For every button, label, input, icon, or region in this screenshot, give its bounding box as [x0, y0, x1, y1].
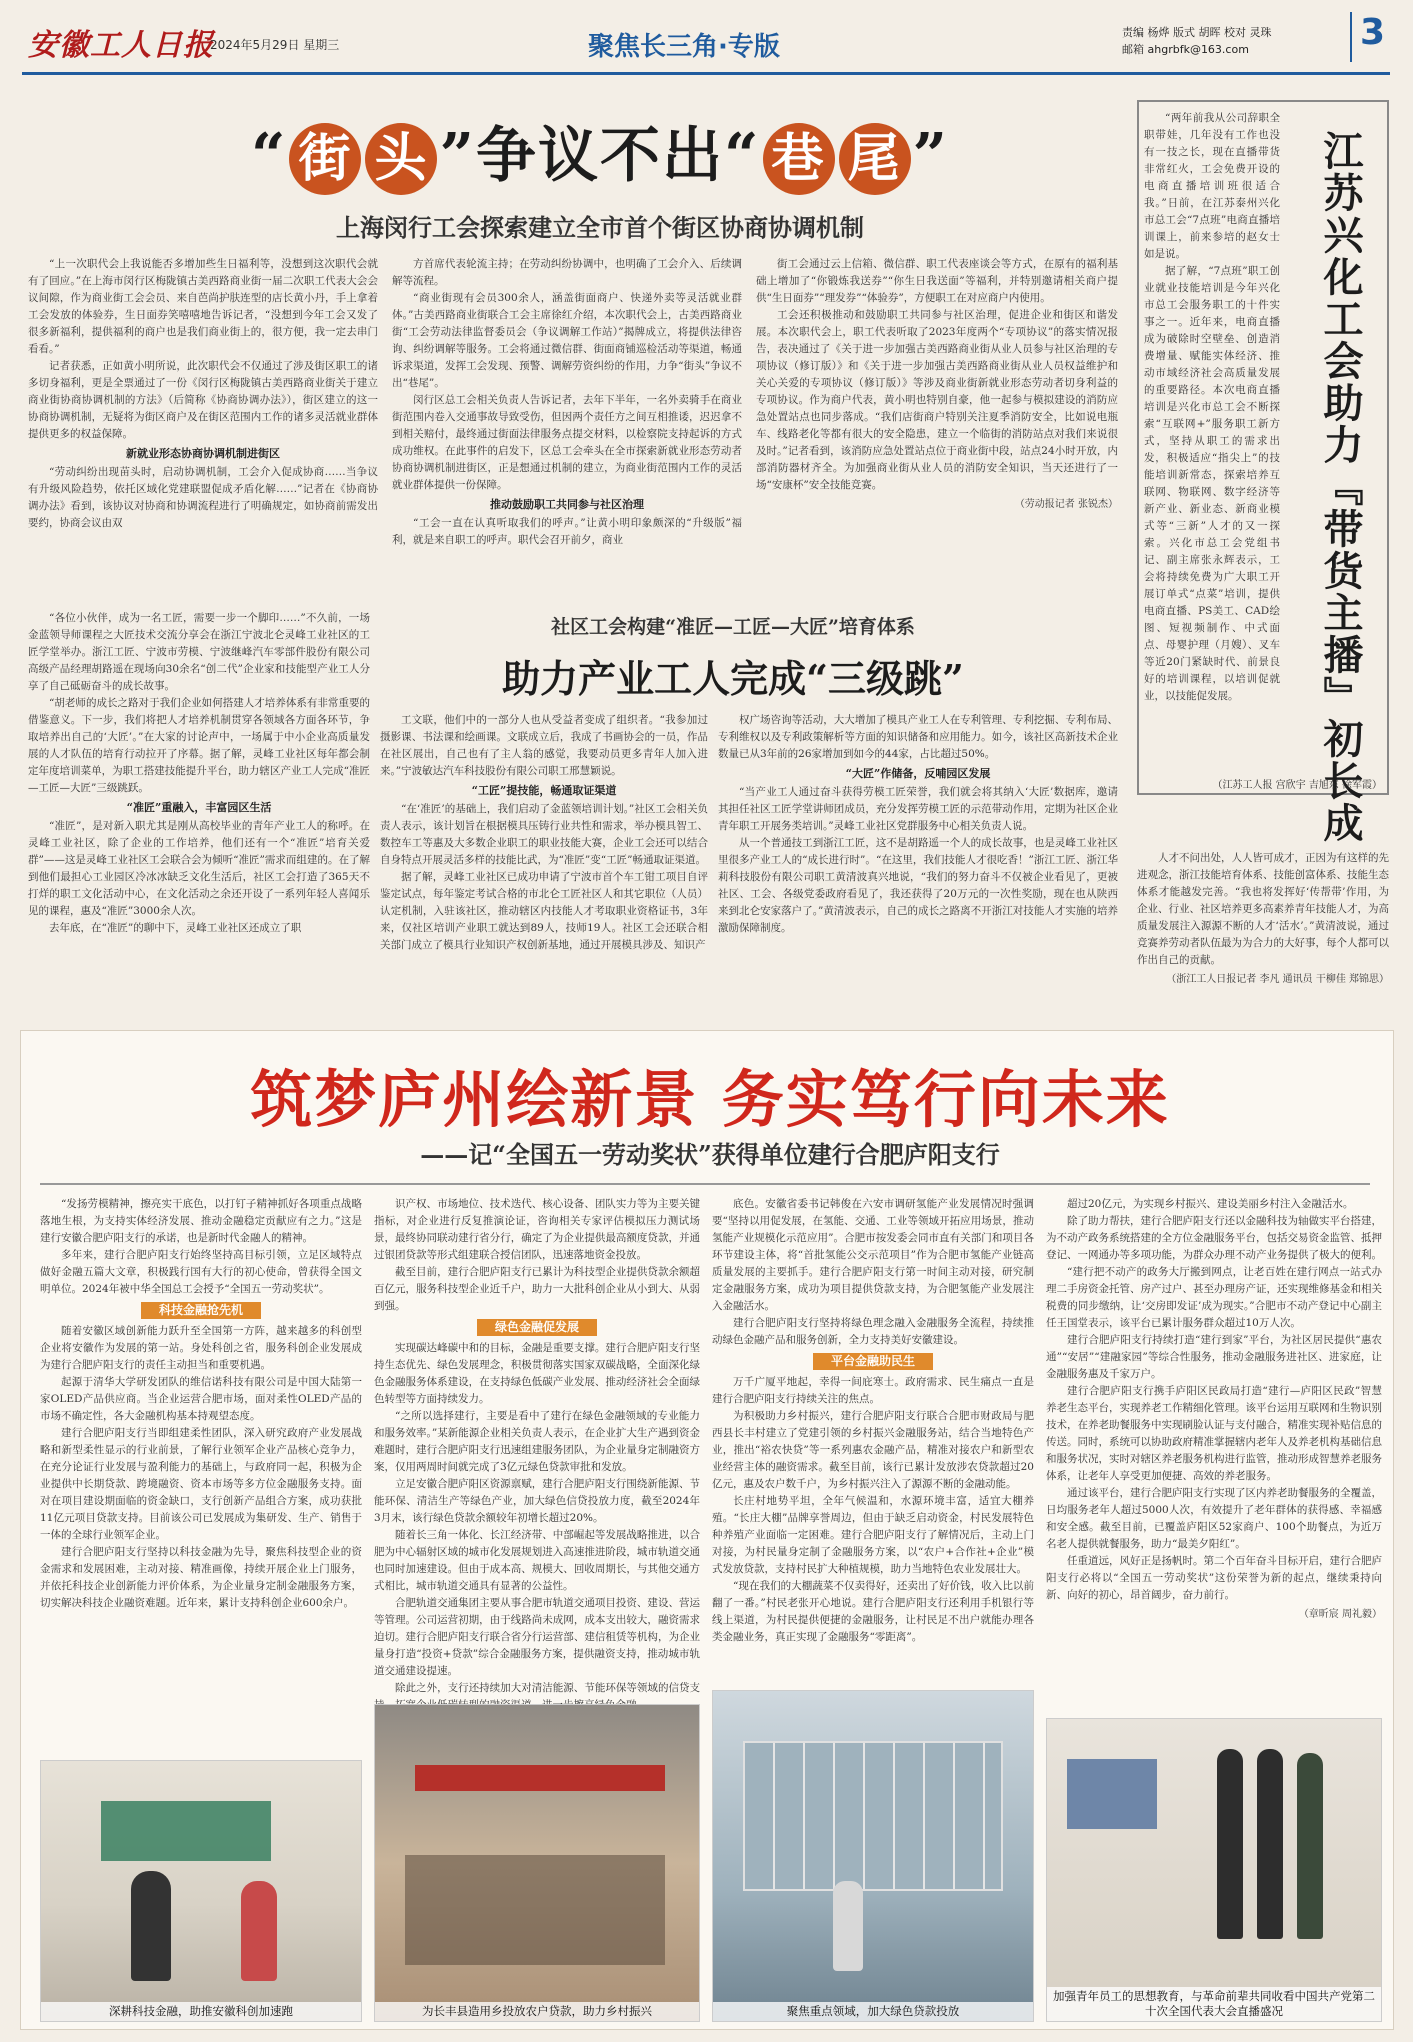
byline: （章昕宸 周礼毅） — [1298, 1609, 1382, 1620]
paragraph: 实现碳达峰碳中和的目标，金融是重要支撑。建行合肥庐阳支行坚持生态优先、绿色发展理念，积极贯彻落实国家双碳战略，全面深化绿色金融服务体系建设，在支持绿色低碳产业发展、推动经济社会全面绿色转型等方面持续发力。 — [374, 1342, 700, 1405]
section-heading: 绿色金融促发展 — [477, 1319, 597, 1336]
sidebar-body — [1144, 110, 1280, 778]
paragraph: 合肥轨道交通集团主要从事合肥市轨道交通项目投资、建设、营运等管理。公司运营初期，由于线路尚未成网，成本支出较大，融资需求迫切。建行合肥庐阳支行联合省分行运营部、建信租赁等机构，为企业量身打造“投资+贷款”综合金融服务方案，提供融资支持，推动城市轨道交通建设提速。 — [374, 1597, 700, 1677]
feature-headline: 筑梦庐州绘新景 务实笃行向未来 — [250, 1063, 1170, 1136]
paragraph: 随着安徽区域创新能力跃升至全国第一方阵，越来越多的科创型企业将安徽作为发展的第一站。身处科创之省，服务科创企业发展成为建行合肥庐阳支行的责任主动担当和重要机遇。 — [40, 1325, 362, 1371]
headline-middle: ”争议不出“ — [439, 121, 761, 191]
paragraph: 建行合肥庐阳支行持续打造“建行到家”平台，为社区居民提供“惠农通”“安居”“建融家园”等综合性服务，推动金融服务进社区、进家庭，让金融服务惠及千家万户。 — [1046, 1334, 1382, 1380]
paragraph: 任重道远，风好正是扬帆时。第二个百年奋斗目标开启，建行合肥庐阳支行必将以“全国五一劳动奖状”这份荣誉为新的起点，继续秉持向新、向好的初心，昂首阔步，奋力前行。 — [1046, 1555, 1382, 1601]
feature-column-3 — [712, 1196, 1034, 1684]
photo-caption: 加强青年员工的思想教育，与革命前辈共同收看中国共产党第二十次全国代表大会直播盛况 — [1047, 1987, 1381, 2021]
headline-char-1: 街 — [289, 123, 361, 195]
paragraph: 据了解，灵峰工业社区已成功申请了宁波市首个车工钳工项目自评鉴定试点，每年鉴定考试合格的市北仑工匠社区人和其它职位（人员）认定机制，入驻该社区，推动辖区内技能人才考取职业资格证书，3年来，仅社区培训产业职工就达到89人，技师19人。社区工会还联合相关部门成立了模具行业知识产权创新基地，通过开展模具涉及、知识产 — [380, 871, 708, 951]
paragraph: “上一次职代会上我说能否多增加些生日福利等，没想到这次职代会就有了回应。”在上海市闵行区梅陇镇古美西路商业街一届二次职工代表大会会议间隙，作为商业街工会会员、来自芭尚护肤连型的店长黄小丹，手上拿着工会发放的体验券，生日面券笑嘻嘻地告诉记者，“没想到今年工会又发了很多新福利，提供福利的商户也是我们商业街上的，很方便，我一定去串门看看。” — [28, 258, 378, 355]
article1-column-3 — [756, 256, 1118, 606]
feature-column-2 — [374, 1196, 700, 1696]
paragraph: 为积极助力乡村振兴，建行合肥庐阳支行联合合肥市财政局与肥西县长丰村建立了党建引领的乡村振兴金融服务站，结合当地特色产业，推出“裕农快贷”等一系列惠农金融产品，精准对接农户和新型农业经营主体的融资需求。截至目前，该行已累计发放涉农贷款超过20亿元，惠及农户数千户，为乡村振兴注入了源源不断的金融动能。 — [712, 1410, 1034, 1490]
photo-green-loans — [712, 1690, 1034, 2022]
photo-building — [743, 1741, 1003, 1891]
paragraph: “劳动纠纷出现苗头时，启动协调机制，工会介入促成协商……当争议有升级风险趋势，依托区域化党建联盟促成矛盾化解……”记者在《协商协调办法》看到，该协议对协商和协调流程进行了明确规定，如协商前需发出要约，协商会议由双 — [28, 466, 378, 529]
paragraph: 起源于清华大学研发团队的维信诺科技有限公司是中国大陆第一家OLED产品供应商。当企业运营合肥市场，面对柔性OLED产品的市场不确定性，各大金融机构基本持观望态度。 — [40, 1376, 362, 1422]
editors-credits — [1122, 24, 1271, 58]
paragraph: “之所以选择建行，主要是看中了建行在绿色金融领域的专业能力和服务效率。”某新能源企业相关负责人表示，在企业扩大生产遇到资金难题时，建行合肥庐阳支行迅速组建服务团队，为企业量身定制融资方案，仅用两周时间就完成了3亿元绿色贷款审批和发放。 — [374, 1410, 700, 1473]
photo-person — [833, 1881, 863, 1971]
paragraph: 权广场咨询等活动，大大增加了模具产业工人在专利管理、专利挖掘、专利布局、专利维权以及专利政策解析等方面的知识储备和应用能力。如今，该社区高新技术企业数量已从3年前的26家增加到如今的44家，占比超过50%。 — [718, 714, 1118, 760]
subheading: 新就业形态协商协调机制进街区 — [126, 447, 280, 460]
paragraph: 建行合肥庐阳支行携手庐阳区民政局打造“建行—庐阳区民政”智慧养老生态平台，实现养老工作精细化管理。该平台运用互联网和生物识别技术，在养老助餐服务中实现刷脸认证与支付融合，精准实现补贴信息的传送。同时，系统可以协助政府精准掌握辖内老年人及养老机构基础信息和服务状况，实时对辖区养老服务机构进行监管，推动形成智慧养老服务体系，让老年人享受更加便捷、高效的养老服务。 — [1046, 1385, 1382, 1482]
byline: （浙江工人日报记者 李凡 通讯员 干柳佳 郑锦思） — [1166, 974, 1389, 985]
sidebar-byline: （江苏工人报 宫欣宇 吉旭东 徐军霞） — [1212, 780, 1382, 791]
article2-column-4 — [1137, 850, 1389, 1020]
article1-column-1 — [28, 256, 378, 606]
paragraph: “准匠”，是对新入职尤其是刚从高校毕业的青年产业工人的称呼。在灵峰工业社区，除了企业的工作培养，他们还有一个“准匠”培育关爱群”——这是灵峰工业社区工会联合会为倾听“准匠”需求而组建的。在了解到他们最担心工业园区冷冰冰缺乏文化生活后，社区工会打造了365天不打烊的职工文化活动中心，在文化活动之余还开设了一系列年轻人喜闻乐见的课程，惠及“准匠”3000余人次。 — [28, 820, 370, 917]
paragraph: 底色。安徽省委书记韩俊在六安市调研氢能产业发展情况时强调要“坚持以用促发展，在氢能、交通、工业等领域开拓应用场景，推动氢能产业规模化示范应用”。合肥市按发委会同市直有关部门和项目各环节建设主体，将“首批氢能公交示范项目”作为合肥市氢能产业链高质量发展的主要抓手。建行合肥庐阳支行第一时间主动对接，研究制定金融服务方案，成功为项目提供贷款支持，为合肥氢能产业发展注入金融活水。 — [712, 1198, 1034, 1312]
subheading: “准匠”重融入，丰富园区生活 — [126, 801, 272, 814]
article2-column-3 — [718, 712, 1118, 1020]
paragraph: 工文联，他们中的一部分人也从受益者变成了组织者。“我参加过摄影课、书法课和绘画课。文联成立后，我成了书画协会的一员，作品在社区展出，自己也有了主人翁的感觉，我要动员更多青年人加入进来。”宁波敏达汽车科技股份有限公司职工邢慧颖说。 — [380, 714, 708, 777]
subheading: “大匠”作储备，反哺园区发展 — [845, 767, 991, 780]
feature-column-1 — [40, 1196, 362, 1751]
article2-kicker: 社区工会构建“准匠—工匠—大匠”培育体系 — [551, 616, 915, 638]
photo-tech-finance — [40, 1760, 362, 2022]
photo-person — [241, 1881, 277, 1981]
photo-caption: 为长丰县造用乡投放农户贷款，助力乡村振兴 — [375, 2002, 699, 2021]
feature-rule — [40, 1183, 1370, 1185]
article2-column-2 — [380, 712, 708, 1020]
photo-caption: 聚焦重点领域，加大绿色贷款投放 — [713, 2002, 1033, 2021]
paragraph: 多年来，建行合肥庐阳支行始终坚持高目标引领，立足区域特点做好金融五篇大文章，积极践行国有大行的初心使命，曾获得全国文明单位。2024年被中华全国总工会授予“全国五一劳动奖状”。 — [40, 1249, 362, 1295]
photo-person — [1217, 1749, 1243, 1939]
photo-rural-loans — [374, 1704, 700, 2022]
article1-subtitle: 上海闵行工会探索建立全市首个街区协商协调机制 — [336, 213, 864, 242]
paragraph: “现在我们的大棚蔬菜不仅卖得好，还卖出了好价钱，收入比以前翻了一番。”村民老张开心地说。建行合肥庐阳支行还利用手机银行等线上渠道，为村民提供便捷的金融服务，让村民足不出户就能办理各类金融业务，真正实现了金融服务“零距离”。 — [712, 1580, 1034, 1643]
paragraph: 识产权、市场地位、技术迭代、核心设备、团队实力等为主要关键指标，对企业进行反复推演论证，咨询相关专家评估模拟压力测试场景，最终协同联动建行省分行，确定了为企业提供最高额度贷款，并通过银团贷款等形式组建联合授信团队，迅速落地资金投放。 — [374, 1198, 700, 1261]
feature-column-4 — [1046, 1196, 1382, 1712]
newspaper-logo: 安徽工人日报 — [28, 28, 214, 63]
headline-char-3: 巷 — [763, 123, 835, 195]
photo-screen — [1067, 1759, 1157, 1829]
issue-date: 2024年5月29日 星期三 — [210, 38, 340, 52]
paragraph: 立足安徽合肥庐阳区资源禀赋，建行合肥庐阳支行围绕新能源、节能环保、清洁生产等绿色产业，加大绿色信贷投放力度，截至2024年3月末，该行绿色贷款余额较年初增长超过20%。 — [374, 1478, 700, 1524]
paragraph: 超过20亿元，为实现乡村振兴、建设美丽乡村注入金融活水。 — [1067, 1198, 1354, 1210]
sidebar-headline: 江苏兴化工会助力『带货主播』初长成 — [1317, 130, 1364, 844]
paragraph: “在‘准匠’的基础上，我们启动了金蓝领培训计划。”社区工会相关负责人表示，该计划旨在根据模具压铸行业共性和需求，举办模具智工、数控车工等惠及大多数企业职工的职业技能大赛，企业工会还可以结合自身特点开展灵活多样的技能比武，为“准匠”变“工匠”畅通取证渠道。 — [380, 803, 708, 866]
section-title: 聚焦长三角·专版 — [588, 32, 780, 62]
paragraph: “各位小伙伴，成为一名工匠，需要一步一个脚印……”不久前，一场金蓝领导师课程之大匠技术交流分享会在浙江宁波北仑灵峰工业社区的工匠学堂举办。浙江工匠、宁波市劳模、宁波继峰汽车零部件股份有限公司高级产品经理胡路遥在现场向30余名“创二代”企业家和技能型产业工人分享了自己砥砺奋斗的成长故事。 — [28, 612, 370, 692]
photo-banner — [415, 1765, 665, 1791]
photo-person — [1257, 1749, 1283, 1939]
article1-column-2 — [392, 256, 742, 606]
article2-column-1 — [28, 610, 370, 1020]
editors-line-1: 责编 杨烨 版式 胡晖 校对 灵珠 — [1122, 26, 1272, 39]
paragraph: 工会还积极推动和鼓励职工共同参与社区治理，促进企业和街区和谐发展。本次职代会上，职工代表听取了2023年度两个“专项协议”的落实情况报告，表决通过了《关于进一步加强古美西路商业街从业人员参与社区治理的专项协议（修订版）》和《关于进一步加强古美西路商业街从业人员权益维护和关心关爱的专项协议（修订版）》等涉及商业街新就业形态劳动者切身利益的专项协议。作为商户代表，黄小明也特别自豪，他一起参与模拟建设的消防应急处置站点也同步落成。“我们店街商户特别关注夏季消防安全，比如说电瓶车、线路老化等都有很大的安全隐患，建立一个临街的消防站点对我们来说很及时。”记者看到，该消防应急处置站点位于商业街中段，站点24小时开放，内部消防器材齐全。为加强商业街从业人员的消防安全知识，当天还进行了一场“安康杯”安全技能竞赛。 — [756, 309, 1118, 491]
paragraph: “当产业工人通过奋斗获得劳模工匠荣誉，我们就会将其纳入‘大匠’数据库，邀请其担任社区工匠学堂讲师团成员，充分发挥劳模工匠的示范带动作用，定期为社区企业青年职工开展务类培训。”灵峰工业社区党群服务中心相关负责人说。 — [718, 786, 1118, 832]
section-heading: 科技金融抢先机 — [141, 1302, 261, 1319]
headline-open-quote: “ — [250, 121, 288, 191]
photo-caption: 深耕科技金融，助推安徽科创加速跑 — [41, 2002, 361, 2021]
headline-char-2: 头 — [365, 123, 437, 195]
paragraph: “发扬劳模精神，擦亮实干底色，以打钉子精神抓好各项重点战略落地生根，为支持实体经济发展、推动金融稳定贡献应有之力。”这是建行安徽合肥庐阳支行的承诺，也是新时代金融人的精神。 — [40, 1198, 362, 1244]
page-number: 3 — [1350, 12, 1390, 62]
paragraph: 除了助力帮扶，建行合肥庐阳支行还以金融科技为轴做实平台搭建，为不动产政务系统搭建的全方位金融服务平台，包括交易资金监管、抵押登记、一网通办等多项功能，为群众办理不动产业务提供了极大的便利。 — [1046, 1215, 1382, 1261]
paragraph: 随着长三角一体化、长江经济带、中部崛起等发展战略推进，以合肥为中心辐射区域的城市化发展规划进入高速推进阶段，城市轨道交通也同时加速建设。但由于成本高、规模大、回收周期长，与其他交通方式相比，城市轨道交通具有显著的公益性。 — [374, 1529, 700, 1592]
paragraph: “两年前我从公司辞职全职带娃，几年没有工作也没有一技之长，现在直播带货非常红火，工会免费开设的电商直播培训班很适合我。”日前，在江苏泰州兴化市总工会“7点班”电商直播培训课上，前来参培的赵女士如是说。 — [1144, 112, 1280, 260]
paragraph: 万千广厦平地起，幸得一间庇寒士。政府需求、民生痛点一直是建行合肥庐阳支行持续关注的焦点。 — [712, 1376, 1034, 1405]
paragraph: 记者获悉，正如黄小明所说，此次职代会不仅通过了涉及街区职工的诸多切身福利，更是全票通过了一份《闵行区梅陇镇古美西路商业街关于建立商业街协商协调机制的方法》（后简称《协商协调办法》），街区建立的这一协商协调机制，无疑将为街区商户及在街区范围内工作的诸多灵活就业群体提供更多的权益保障。 — [28, 360, 378, 440]
paragraph: 除此之外，支行还持续加大对清洁能源、节能环保等领域的信贷支 — [395, 1682, 700, 1694]
photo-person — [1297, 1753, 1323, 1939]
paragraph: 据了解，“7点班”职工创业就业技能培训是今年兴化市总工会服务职工的十件实事之一。近年来，电商直播成为破除时空壁垒、创造消费增量、赋能实体经济、推动市域经济社会高质量发展的重要路径。本次电商直播培训是兴化市总工会不断探索“互联网+”服务职工新方式，坚持从职工的需求出发，积极适应“指尖上”的技能培训新常态，探索培养互联网、物联网、数字经济等新产业、新业态、新商业模式等“三新”人才的又一探索。兴化市总工会党组书记、副主席张永辉表示，工会将持续免费为广大职工开展订单式“点菜”培训，提供电商直播、PS美工、CAD绘图、短视频制作、中式面点、母婴护理（月嫂）、叉车等近20门紧缺时代、前景良好的培训课程，以培训促就业，以技能促发展。 — [1144, 265, 1280, 702]
paragraph: 长庄村地势平坦，全年气候温和，水源环境丰富，适宜大棚养殖。“长庄大棚”品牌享誉周边，但由于缺乏启动资金，村民发展特色种养殖产业面临一定困难。建行合肥庐阳支行了解情况后，主动上门对接，为村民量身定制了金融服务方案，以“农户+合作社+企业”模式发放贷款，支持村民扩大种植规模，助力当地特色农业发展壮大。 — [712, 1495, 1034, 1575]
headline-close-quote: ” — [912, 121, 950, 191]
article2-headline: 助力产业工人完成“三级跳” — [502, 656, 964, 701]
paragraph: “胡老师的成长之路对于我们企业如何搭建人才培养体系有非常重要的借鉴意义。下一步，我们将把人才培养机制贯穿各领域各方面各环节，争取培养出自己的‘大匠’。”在大家的讨论声中，一场属于中小企业高质量发展的人才队伍的培育行动拉开了序幕。据了解，灵峰工业社区每年都会制定年度培训菜单，为职工搭建技能提升平台，助力辖区产业工人完成“准匠—工匠—大匠”三级跳跃。 — [28, 697, 370, 794]
photo-person — [131, 1871, 171, 1981]
headline-char-4: 尾 — [839, 123, 911, 195]
subheading: “工匠”提技能，畅通取证渠道 — [471, 784, 617, 797]
byline: （劳动报记者 张锐杰） — [1014, 499, 1118, 510]
paragraph: 闵行区总工会相关负责人告诉记者，去年下半年，一名外卖骑手在商业街范围内卷入交通事故导致受伤，但因两个责任方之间互相推诿，迟迟拿不到相关赔付，最终通过街面法律服务点提交材料，以检察院支持起诉的方式成功维权。在此事件的启发下，区总工会牵头在全市探索新就业形态劳动者协商协调机制进街区，正是想通过机制的建立，为商业街范围内工作的灵活就业群体提供一份保障。 — [392, 394, 742, 491]
paragraph: “建行把不动产的政务大厅搬到网点，让老百姓在建行网点一站式办理二手房资金托管、房产过户、甚至办理房产证，还实现维修基金和相关税费的同步缴纳，让‘交房即发证’成为现实。”合肥市不动产登记中心副主任王国堂表示，该平台已累计服务群众超过10万人次。 — [1046, 1266, 1382, 1329]
header-rule — [22, 72, 1390, 75]
paragraph: “商业街现有会员300余人，涵盖街面商户、快递外卖等灵活就业群体。”古美西路商业街联合工会主席徐红介绍，本次职代会上，古美西路商业街“工会劳动法律监督委员会（争议调解工作站）”揭牌成立，将提供法律咨询、纠纷调解等服务。工会将通过微信群、街面商铺巡检活动等渠道，畅通诉求渠道，发挥工会发现、预警、调解劳资纠纷的作用，力争“街头”争议不出“巷尾”。 — [392, 292, 742, 389]
paragraph: 去年底，在“准匠”的聊中下，灵峰工业社区还成立了职 — [49, 922, 302, 934]
paragraph: 建行合肥庐阳支行坚持将绿色理念融入金融服务全流程，持续推动绿色金融产品和服务创新，全力支持美好安徽建设。 — [712, 1317, 1034, 1346]
paragraph: 建行合肥庐阳支行坚持以科技金融为先导，聚焦科技型企业的资金需求和发展困难，主动对接、精准画像，持续开展企业上门服务，并依托科技企业创新能力评价体系，为企业量身定制金融服务方案，切实解决科技企业融资难题。近年来，累计支持科创企业600余户。 — [40, 1546, 362, 1609]
paragraph: 通过该平台，建行合肥庐阳支行实现了区内养老助餐服务的全覆盖，日均服务老年人超过5000人次，有效提升了老年群体的获得感、幸福感和安全感。截至目前，已覆盖庐阳区52家商户、100个助餐点，为近万名老人提供就餐服务，助力“最美夕阳红”。 — [1046, 1487, 1382, 1550]
feature-subtitle: ——记“全国五一劳动奖状”获得单位建行合肥庐阳支行 — [420, 1140, 1000, 1169]
paragraph: 方首席代表轮流主持；在劳动纠纷协调中，也明确了工会介入、后续调解等流程。 — [392, 258, 742, 287]
subheading: 推动鼓励职工共同参与社区治理 — [490, 498, 644, 511]
paragraph: 街工会通过云上信箱、微信群、职工代表座谈会等方式，在原有的福利基础上增加了“你锻炼我送券”“你生日我送面”等福利，并特别邀请相关商户提供“生日面券”“理发券”“体验券”，方便职工在对应商户内使用。 — [756, 258, 1118, 304]
editors-line-2: 邮箱 ahgrbfk@163.com — [1122, 43, 1249, 56]
article1-headline — [110, 108, 1090, 195]
paragraph: 截至目前，建行合肥庐阳支行已累计为科技型企业提供贷款余额超百亿元，服务科技型企业近千户，助力一大批科创企业从小到大、从弱到强。 — [374, 1266, 700, 1312]
paragraph: 建行合肥庐阳支行当即组建柔性团队，深入研究政府产业发展战略和新型柔性显示的行业前景，了解行业领军企业产品核心竞争力，在充分论证行业发展与盈利能力的基础上，与政府同一起，积极为企业提供中长期贷款、跨境融资、资本市场等多方位金融服务支持。面对在项目建设期面临的资金缺口，支行创新产品组合方案，成功获批11亿元项目贷款支持。目前该公司已发展成为集研发、生产、销售于一体的全球行业领军企业。 — [40, 1427, 362, 1541]
paragraph: 人才不问出处，人人皆可成才，正因为有这样的先进观念，浙江技能培育体系、技能创富体系、技能生态体系才能越发完善。“我也将发挥好‘传帮带’作用，为企业、行业、社区培养更多高素养青年技能人才，为高质量发展注入源源不断的人才‘活水’。”黄清波说，通过竞赛养劳动者队伍最为为合力的大好事，每个人都可以作出自己的贡献。 — [1137, 852, 1389, 966]
paragraph: 从一个普通技工到浙江工匠，这不是胡路遥一个人的成长故事，也是灵峰工业社区里很多产业工人的“成长进行时”。“在这里，我们技能人才很吃香！”浙江工匠、浙江华莉科技股份有限公司职工黄清波真兴地说，“我们的努力奋斗不仅被企业看见了，更被社区、工会、各级党委政府看见了，我还获得了20万元的一次性奖励，现在也从陕西来到北仑安家落户了。”黄清波表示，自己的成长之路离不开浙江对技能人才实施的培养激励保障制度。 — [718, 837, 1118, 934]
section-heading: 平台金融助民生 — [813, 1353, 933, 1370]
photo-wall-sign — [101, 1801, 271, 1861]
photo-crowd — [405, 1855, 665, 1965]
photo-youth-education — [1046, 1718, 1382, 2022]
paragraph: “工会一直在认真听取我们的呼声。”让黄小明印象颇深的“升级版”福利，就是来自职工的呼声。职代会召开前夕，商业 — [392, 517, 742, 546]
